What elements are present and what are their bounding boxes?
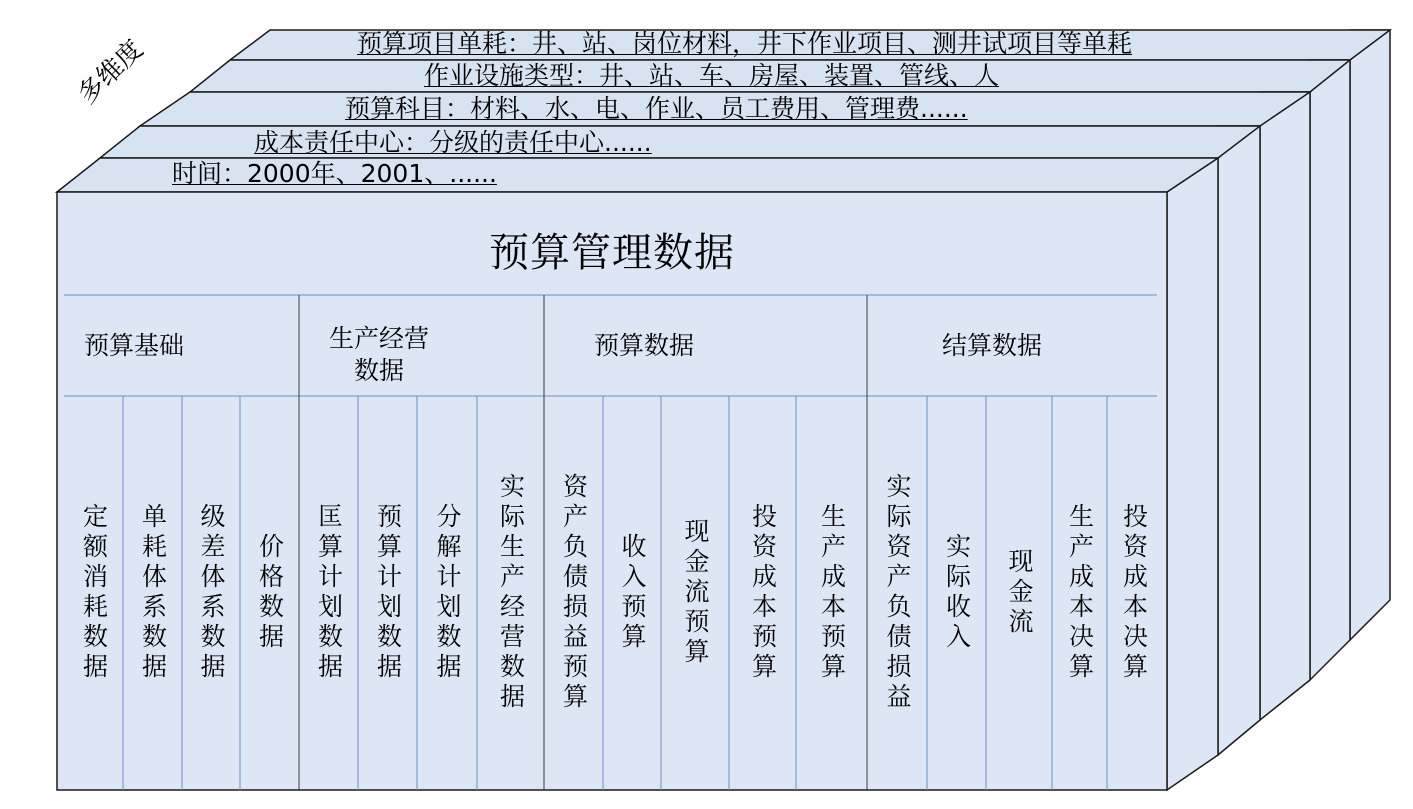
item-cell (927, 396, 986, 790)
item-label: 定额消耗数据 (79, 503, 109, 683)
category-label-settlement-data: 结算数据 (941, 331, 1042, 360)
item-cell (299, 396, 358, 790)
item-label: 现金流预算 (681, 518, 710, 668)
layer-title-cost-center: 成本责任中心：分级的责任中心...... (254, 128, 652, 157)
item-cell (729, 396, 796, 790)
item-label: 收入预算 (618, 533, 647, 653)
item-label: 现金流 (1005, 548, 1034, 638)
layer-title-facility-type: 作业设施类型：井、站、车、房屋、装置、管线、人 (424, 61, 1000, 90)
item-label: 匡算计划数据 (314, 503, 344, 683)
item-label: 投资成本决算 (1119, 503, 1149, 683)
category-label-production-operation (299, 323, 459, 387)
item-cell (240, 396, 299, 790)
item-label: 实际收入 (942, 533, 972, 653)
item-cell (603, 396, 661, 790)
category-label-budget-basis: 预算基础 (84, 331, 185, 360)
layer-title-time: 时间：2000年、2001、...... (172, 159, 497, 188)
item-label: 资产负债损益预算 (559, 473, 589, 713)
layer-title-budget-subject: 预算科目：材料、水、电、作业、员工费用、管理费...... (345, 94, 968, 123)
item-cell (182, 396, 240, 790)
item-cell (1107, 396, 1160, 790)
item-cell (796, 396, 867, 790)
item-cell (544, 396, 603, 790)
category-label-line-2: 数据 (353, 356, 404, 385)
item-label: 生产成本决算 (1065, 503, 1095, 683)
item-label: 实际生产经营数据 (496, 473, 526, 713)
item-cell (986, 396, 1052, 790)
dimension-label: 多维度 (72, 34, 150, 111)
item-label: 分解计划数据 (433, 503, 462, 683)
item-label: 价格数据 (255, 533, 285, 653)
item-cell (477, 396, 544, 790)
item-cell (358, 396, 417, 790)
item-cell (661, 396, 729, 790)
item-cell (123, 396, 182, 790)
item-cell (867, 396, 927, 790)
front-title: 预算管理数据 (489, 230, 735, 276)
item-label: 实际资产负债损益 (883, 473, 912, 713)
item-label: 单耗体系数据 (138, 503, 168, 683)
category-label-budget-data: 预算数据 (593, 331, 694, 360)
layer-title-budget-item-consumption: 预算项目单耗：井、站、岗位材料，井下作业项目、测井试项目等单耗 (357, 29, 1133, 58)
item-label: 生产成本预算 (817, 503, 847, 683)
item-cell (1052, 396, 1107, 790)
item-label: 投资成本预算 (748, 503, 778, 683)
category-label-line-1: 生产经营 (328, 324, 429, 353)
item-cell (64, 396, 123, 790)
item-cell (417, 396, 477, 790)
item-label: 级差体系数据 (197, 503, 226, 683)
item-label: 预算计划数据 (373, 503, 403, 683)
